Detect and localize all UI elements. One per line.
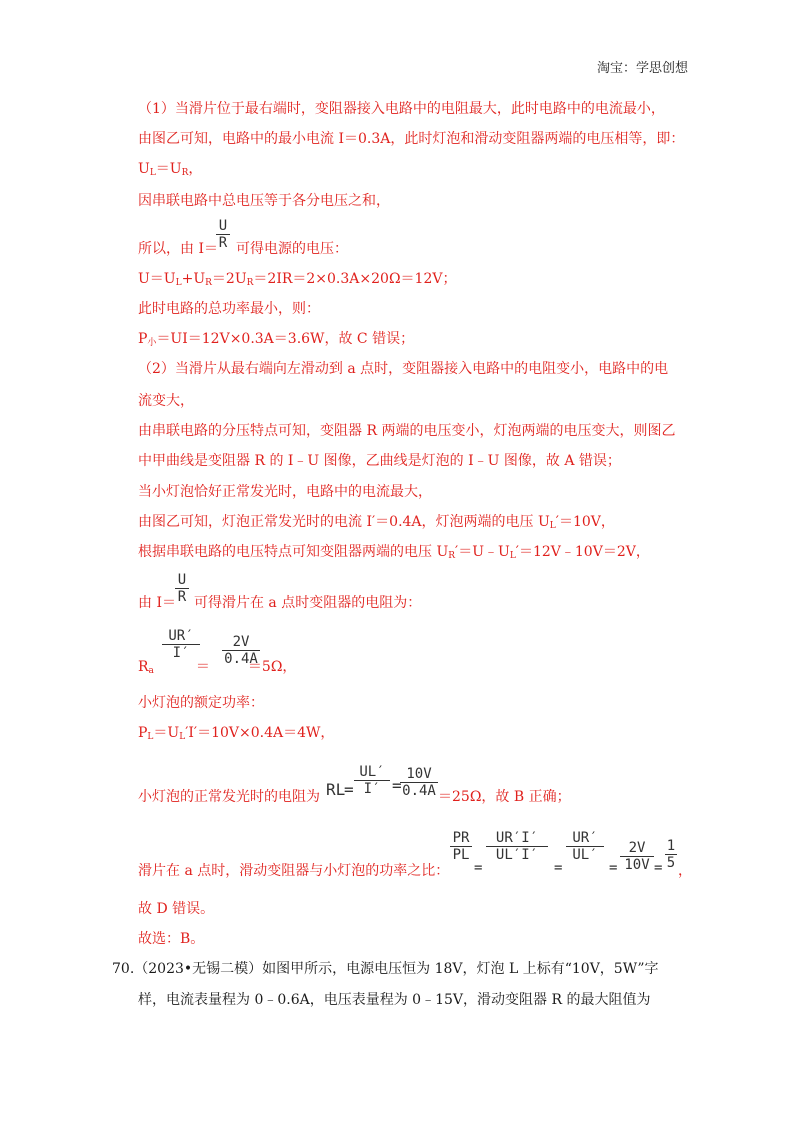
solution-line-4: 因串联电路中总电压等于各分电压之和， xyxy=(138,193,390,209)
header-shop-label: 淘宝：学思创想 xyxy=(596,61,688,76)
fraction-ul-over-i: $\frac{UL'}{I'}$ xyxy=(354,764,390,797)
solution-line-19: $P_L=U_L'I'=10V\times 0.4A=4W$， xyxy=(138,725,335,742)
solution-line-18: 小灯泡的额定功率： xyxy=(138,695,264,711)
fraction-pr-over-pl: $\frac{PR}{PL}$ xyxy=(450,830,472,863)
rl-equals-2: = xyxy=(392,776,402,795)
ratio-equals-1: = xyxy=(474,860,483,876)
solution-line-3: $U_L=U_R$， xyxy=(138,161,203,178)
solution-line-8: $P_小=UI=12V\times 0.3A=3.6W$，故 C 错误； xyxy=(138,331,415,348)
solution-line-5: 所以，由 I＝ 可得电源的电压： xyxy=(138,241,348,257)
solution-line-15: 根据串联电路的电压特点可知变阻器两端的电压 $U_R'=U﹣U_L'=12V﹣10V=2V$， xyxy=(138,544,650,561)
solution-line-10: 流变大， xyxy=(138,393,194,409)
solution-line-13: 当小灯泡恰好正常发光时，电路中的电流最大， xyxy=(138,484,432,500)
rl-symbol: RL xyxy=(326,780,346,799)
ratio-equals-3: = xyxy=(609,860,618,876)
fraction-2v-over-10v: $\frac{2V}{10V}$ xyxy=(620,840,654,873)
solution-line-21-end: ， xyxy=(678,863,692,879)
solution-line-23: 故选：B。 xyxy=(138,931,205,947)
fraction-2v-over-04a: $\frac{2V}{0.4A}$ xyxy=(222,634,260,667)
solution-line-16: 由 I＝ 可得滑片在 a 点时变阻器的电阻为： xyxy=(138,595,422,611)
fraction-ur-over-i: $\frac{UR'}{I'}$ xyxy=(162,628,200,661)
solution-line-14: 由图乙可知，灯泡正常发光时的电流 I′＝0.4A，灯泡两端的电压 $U_L'=10V$， xyxy=(138,514,615,531)
fraction-10v-over-04a: $\frac{10V}{0.4A}$ xyxy=(400,766,438,799)
solution-line-7: 此时电路的总功率最小，则： xyxy=(138,301,320,317)
solution-line-17: $R_a = =5\Omega$， xyxy=(138,659,297,676)
solution-line-12: 中甲曲线是变阻器 R 的 I﹣U 图像，乙曲线是灯泡的 I﹣U 图像，故 A 错误； xyxy=(138,453,621,469)
fraction-u-over-r-1: $\frac{U}{R}$ xyxy=(216,218,230,251)
solution-line-2: 由图乙可知，电路中的最小电流 I＝0.3A，此时灯泡和滑动变阻器两端的电压相等，即： xyxy=(138,131,685,147)
solution-line-11: 由串联电路的分压特点可知，变阻器 R 两端的电压变小，灯泡两端的电压变大，则图乙 xyxy=(138,423,676,439)
solution-line-22: 故 D 错误。 xyxy=(138,901,215,917)
ratio-equals-4: = xyxy=(654,860,663,876)
question-70-line-1: 70.（2023•无锡二模）如图甲所示，电源电压恒为 18V，灯泡 L 上标有“10V，5W”字 xyxy=(112,961,659,977)
fraction-1-over-5: $\frac{1}{5}$ xyxy=(666,838,676,871)
rl-equals: = xyxy=(344,780,354,799)
fraction-uri-over-uli: $\frac{UR'I'}{UL'I'}$ xyxy=(486,830,548,863)
ratio-equals-2: = xyxy=(554,860,563,876)
fraction-ur-over-ul: $\frac{UR'}{UL'}$ xyxy=(566,830,604,863)
fraction-u-over-r-2: $\frac{U}{R}$ xyxy=(175,572,189,605)
solution-line-21: 滑片在 a 点时，滑动变阻器与小灯泡的功率之比： xyxy=(138,863,450,879)
solution-line-9: （2）当滑片从最右端向左滑动到 a 点时，变阻器接入电路中的电阻变小，电路中的电 xyxy=(138,361,669,377)
solution-line-6: $U=U_L+U_R=2U_R=2IR=2\times 0.3A\times 20\Omega=12V$； xyxy=(138,271,457,288)
question-70-line-2: 样，电流表量程为 0﹣0.6A，电压表量程为 0﹣15V，滑动变阻器 R 的最大阻值为 xyxy=(138,992,651,1008)
solution-line-20: 小灯泡的正常发光时的电阻为 ＝25Ω，故 B 正确； xyxy=(138,789,571,805)
solution-line-1: （1）当滑片位于最右端时，变阻器接入电路中的电阻最大，此时电路中的电流最小， xyxy=(138,101,665,117)
